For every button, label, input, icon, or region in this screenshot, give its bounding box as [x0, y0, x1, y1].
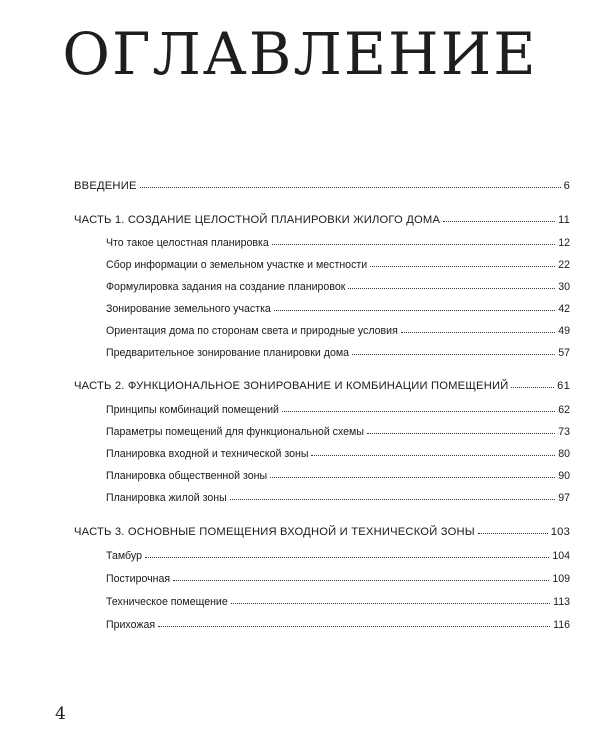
toc-entry-title: Зонирование земельного участка — [106, 303, 271, 315]
toc-entry-title: Предварительное зонирование планировки дома — [106, 347, 350, 359]
toc-entry[interactable] — [106, 273, 570, 293]
dot-leader — [367, 433, 555, 434]
toc-entry-page: 116 — [553, 619, 570, 631]
toc-entry-title: Сбор информации о земельном участке и местности — [106, 259, 368, 271]
dot-leader — [145, 557, 549, 558]
dot-leader — [231, 603, 550, 604]
toc-entry-page: 109 — [552, 573, 570, 585]
dot-leader — [311, 455, 555, 456]
dot-leader — [158, 626, 550, 627]
toc-entry[interactable] — [106, 484, 570, 504]
toc-entry-title: Тамбур — [106, 550, 142, 562]
toc-entry-title: Прихожая — [106, 619, 156, 631]
toc-entry-title: Планировка общественной зоны — [106, 470, 268, 482]
toc-entry[interactable] — [106, 396, 570, 416]
dot-leader — [282, 411, 555, 412]
toc-entry-page: 12 — [558, 237, 570, 249]
dot-leader — [401, 332, 555, 333]
toc-entry-title: Постирочная — [106, 573, 171, 585]
dot-leader — [140, 187, 561, 188]
toc-entry-page: 97 — [558, 492, 570, 504]
toc-entry[interactable] — [106, 229, 570, 249]
toc-entry-title: Параметры помещений для функциональной схемы — [106, 426, 364, 438]
toc-entry-part-2[interactable] — [74, 372, 570, 392]
toc-entry-page: 113 — [553, 596, 570, 608]
toc-entry[interactable] — [106, 295, 570, 315]
toc-entry[interactable] — [106, 251, 570, 271]
toc-entry-title: Что такое целостная планировка — [106, 237, 269, 249]
toc-entry-title: ЧАСТЬ 1. СОЗДАНИЕ ЦЕЛОСТНОЙ ПЛАНИРОВКИ ЖИЛОГО ДОМА — [74, 214, 441, 226]
toc-entry-page: 57 — [558, 347, 570, 359]
toc-entry[interactable] — [106, 565, 570, 585]
dot-leader — [270, 477, 555, 478]
toc-entry[interactable] — [106, 339, 570, 359]
toc-entry[interactable] — [106, 418, 570, 438]
dot-leader — [511, 387, 554, 388]
toc-entry-introduction[interactable] — [74, 172, 570, 192]
toc-entry[interactable] — [106, 611, 570, 631]
toc-entry-title: Планировка жилой зоны — [106, 492, 227, 504]
toc-entry[interactable] — [106, 462, 570, 482]
toc-entry-title: Планировка входной и технической зоны — [106, 448, 309, 460]
toc-entry-title: Принципы комбинаций помещений — [106, 404, 279, 416]
toc-entry[interactable] — [106, 317, 570, 337]
dot-leader — [352, 354, 555, 355]
page-number: 4 — [55, 704, 66, 724]
toc-entry-title: ЧАСТЬ 2. ФУНКЦИОНАЛЬНОЕ ЗОНИРОВАНИЕ И КОМБИНАЦИИ ПОМЕЩЕНИЙ — [74, 380, 509, 392]
toc-entry-title: ЧАСТЬ 3. ОСНОВНЫЕ ПОМЕЩЕНИЯ ВХОДНОЙ И ТЕХНИЧЕСКОЙ ЗОНЫ — [74, 526, 475, 538]
toc-entry-page: 73 — [558, 426, 570, 438]
dot-leader — [443, 221, 555, 222]
toc-entry-page: 90 — [558, 470, 570, 482]
dot-leader — [230, 499, 555, 500]
page-title: ОГЛАВЛЕНИЕ — [62, 20, 538, 88]
dot-leader — [274, 310, 555, 311]
dot-leader — [272, 244, 555, 245]
toc-entry-page: 22 — [558, 259, 570, 271]
toc-entry-page: 30 — [558, 281, 570, 293]
toc-entry-title: Формулировка задания на создание планировок — [106, 281, 346, 293]
toc-entry-title: Ориентация дома по сторонам света и природные условия — [106, 325, 398, 337]
toc-entry-part-3[interactable] — [74, 518, 570, 538]
toc-entry-page: 42 — [558, 303, 570, 315]
toc-entry-page: 49 — [558, 325, 570, 337]
toc-entry[interactable] — [106, 542, 570, 562]
toc-entry-page: 104 — [552, 550, 570, 562]
toc-entry-part-1[interactable] — [74, 206, 570, 226]
toc-entry-page: 11 — [557, 214, 570, 226]
toc-entry[interactable] — [106, 588, 570, 608]
toc-entry-title: Техническое помещение — [106, 596, 228, 608]
dot-leader — [173, 580, 549, 581]
toc-entry-page: 62 — [558, 404, 570, 416]
toc-entry-page: 80 — [558, 448, 570, 460]
toc-entry-page: 61 — [557, 380, 570, 392]
dot-leader — [348, 288, 555, 289]
toc-entry-page: 6 — [563, 180, 570, 192]
dot-leader — [370, 266, 555, 267]
toc-entry-page: 103 — [550, 526, 570, 538]
toc-entry[interactable] — [106, 440, 570, 460]
toc-entry-title: ВВЕДЕНИЕ — [74, 180, 137, 192]
dot-leader — [478, 533, 548, 534]
